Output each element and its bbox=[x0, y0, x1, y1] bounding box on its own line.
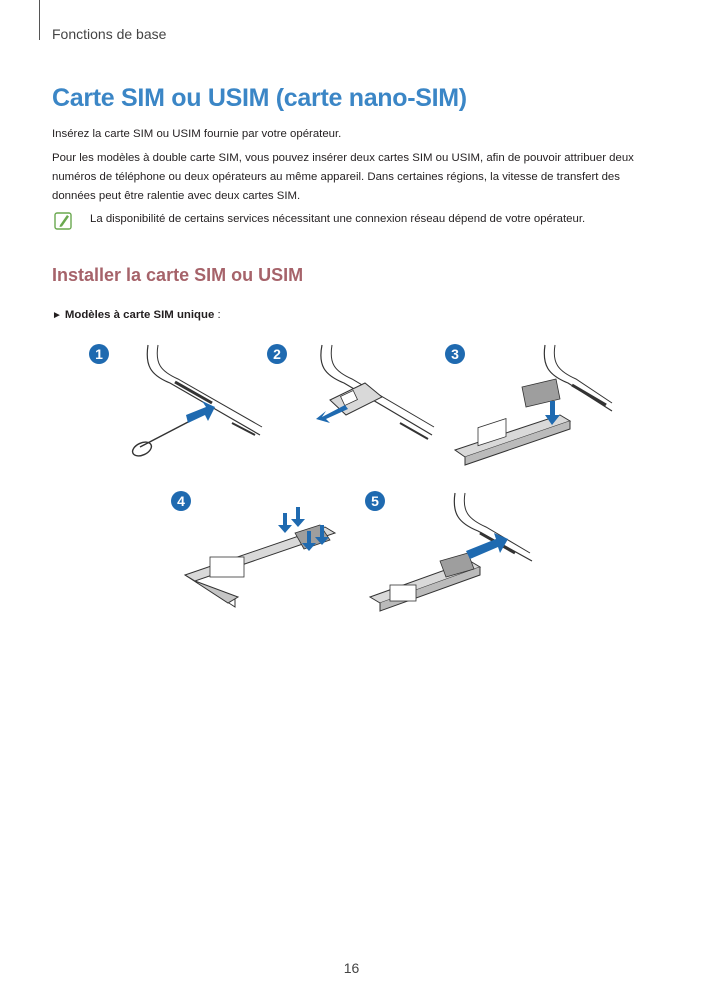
step-number-1: 1 bbox=[95, 346, 103, 362]
step-5-illustration bbox=[370, 493, 532, 611]
step-badge-1 bbox=[89, 344, 109, 364]
step-3-illustration bbox=[455, 345, 612, 465]
intro-paragraph: Insérez la carte SIM ou USIM fournie par votre opérateur. bbox=[52, 128, 342, 140]
page-title: Carte SIM ou USIM (carte nano-SIM) bbox=[52, 84, 467, 112]
step-number-3: 3 bbox=[451, 346, 459, 362]
section-header: Fonctions de base bbox=[52, 26, 167, 42]
page-number: 16 bbox=[343, 960, 360, 976]
step-badge-2 bbox=[267, 344, 287, 364]
note-text: La disponibilité de certains services nécessitant une connexion réseau dépend de votre opérateur. bbox=[90, 213, 586, 225]
step-number-2: 2 bbox=[273, 346, 281, 362]
section-subtitle: Installer la carte SIM ou USIM bbox=[52, 265, 304, 285]
step-4-illustration bbox=[185, 507, 335, 607]
step-1-illustration bbox=[130, 345, 262, 459]
step-badge-4 bbox=[171, 491, 191, 511]
step-number-4: 4 bbox=[177, 493, 185, 509]
play-arrow-icon: ► bbox=[52, 310, 62, 321]
step-badge-5 bbox=[365, 491, 385, 511]
model-suffix: : bbox=[214, 309, 221, 321]
step-number-5: 5 bbox=[371, 493, 379, 509]
step-badge-3 bbox=[445, 344, 465, 364]
dual-sim-paragraph: Pour les modèles à double carte SIM, vous pouvez insérer deux cartes SIM ou USIM, afin de pouvoir attribuer deux numéros de téléphone ou deux opérateurs au même appareil. Dans certaines régions, la vitesse de transfert des données peut être ralentie avec deux cartes SIM. bbox=[52, 152, 634, 202]
step-2-illustration bbox=[316, 345, 434, 439]
sim-install-illustration bbox=[0, 335, 703, 635]
model-label bbox=[52, 309, 221, 321]
note-icon bbox=[54, 211, 74, 231]
header-rule bbox=[39, 0, 40, 40]
model-name: Modèles à carte SIM unique bbox=[64, 309, 215, 321]
